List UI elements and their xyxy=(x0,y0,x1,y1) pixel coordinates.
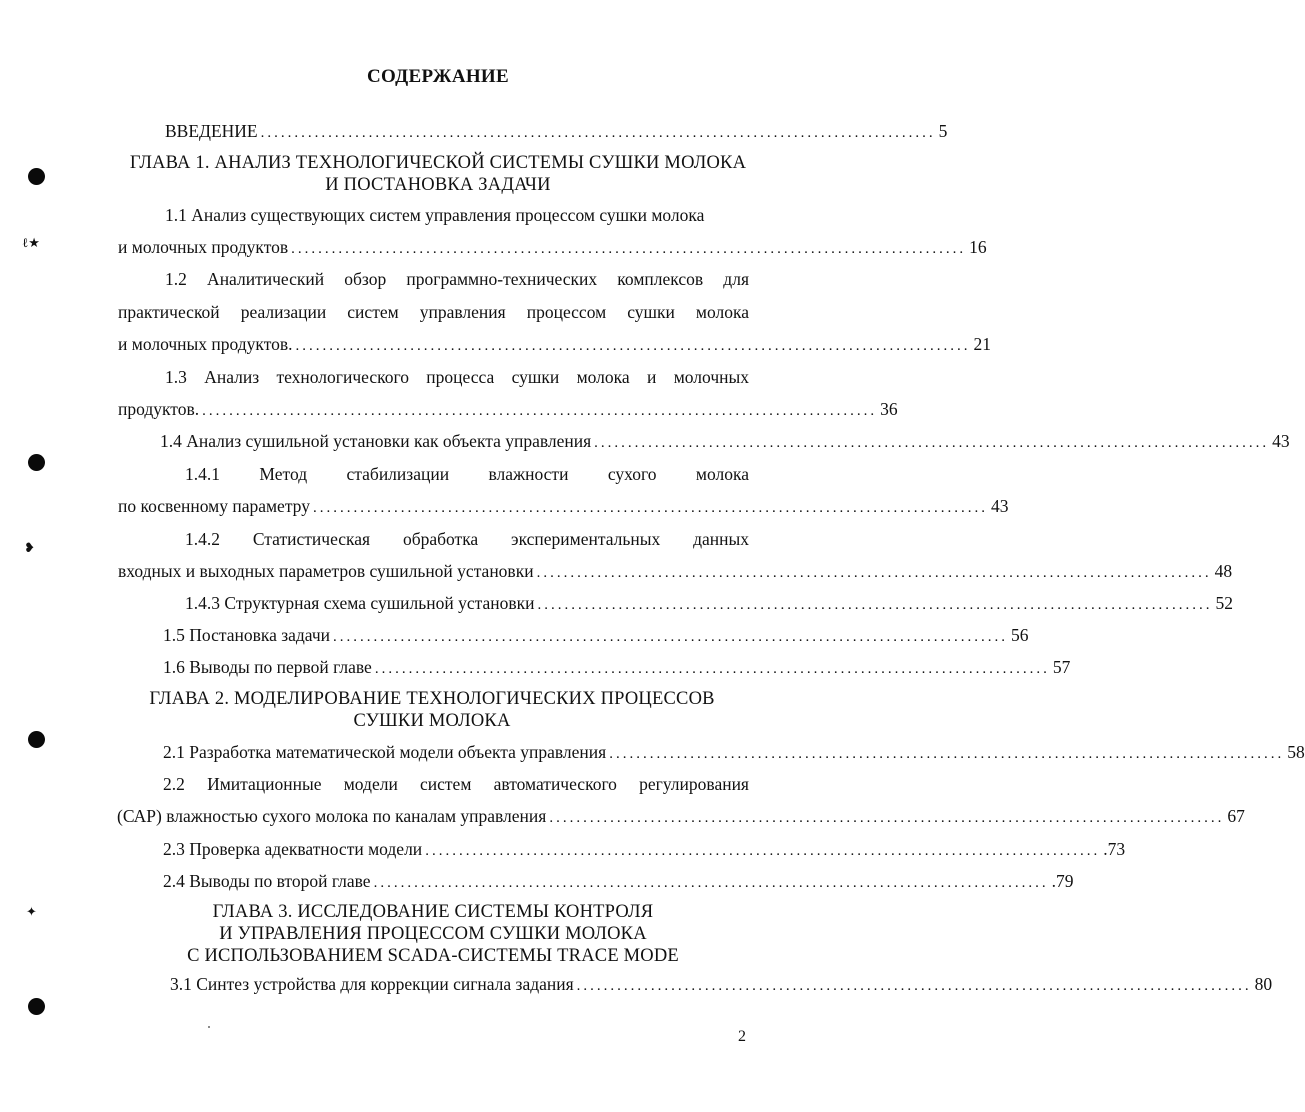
toc-leader: .................................................................................................... xyxy=(609,746,1285,762)
toc-label: входных и выходных параметров сушильной установки xyxy=(118,561,534,581)
scan-mark-3: ✦ xyxy=(26,904,37,919)
toc-leader: .................................................................................................... xyxy=(373,875,1049,891)
toc-entry-1-2-line2[interactable]: практической реализации систем управления процессом сушки молока xyxy=(118,302,749,322)
toc-entry-1-3-line1[interactable]: 1.3 Анализ технологического процесса сушки молока и молочных xyxy=(165,367,749,387)
page-number: 2 xyxy=(738,1028,746,1045)
toc-leader: .................................................................................................... xyxy=(536,565,1212,581)
toc-label: 2.3 Проверка адекватности модели xyxy=(163,839,423,859)
toc-page: 57 xyxy=(1052,657,1071,677)
scan-mark-2: ❥ xyxy=(24,540,35,555)
toc-leader: .................................................................................................... xyxy=(537,597,1213,613)
toc-entry-1-4-1[interactable] xyxy=(118,495,1009,519)
toc-leader: .................................................................................................... xyxy=(549,810,1225,826)
toc-label: продуктов. xyxy=(118,399,200,419)
toc-label: 1.5 Постановка задачи xyxy=(163,625,331,645)
chapter-2-heading[interactable] xyxy=(0,688,864,732)
toc-leader: .................................................................................................... xyxy=(374,661,1050,677)
toc-entry-intro[interactable] xyxy=(165,120,948,144)
toc-entry-2-2[interactable] xyxy=(117,805,1245,829)
toc-leader: .................................................................................................... xyxy=(576,978,1252,994)
toc-page: .79 xyxy=(1051,871,1074,891)
toc-entry-1-4-3[interactable] xyxy=(185,592,1233,616)
toc-label: ВВЕДЕНИЕ xyxy=(165,121,258,141)
binder-hole-2 xyxy=(28,454,45,471)
toc-label: по косвенному параметру xyxy=(118,496,310,516)
toc-entry-3-1[interactable] xyxy=(170,973,1273,997)
toc-page: 48 xyxy=(1214,561,1233,581)
toc-page: 5 xyxy=(938,121,948,141)
binder-hole-3 xyxy=(28,731,45,748)
toc-entry-1-1-line1[interactable]: 1.1 Анализ существующих систем управления процессом сушки молока xyxy=(165,205,705,225)
scan-speck xyxy=(208,1026,210,1028)
toc-label: 1.4.3 Структурная схема сушильной установки xyxy=(185,593,535,613)
chapter-heading-line: ГЛАВА 2. МОДЕЛИРОВАНИЕ ТЕХНОЛОГИЧЕСКИХ ПРОЦЕССОВ xyxy=(149,689,715,709)
toc-entry-1-6[interactable] xyxy=(163,656,1071,680)
toc-label: 2.1 Разработка математической модели объекта управления xyxy=(163,742,607,762)
toc-page: 43 xyxy=(1272,431,1290,451)
chapter-heading-line: СУШКИ МОЛОКА xyxy=(353,711,511,731)
toc-entry-1-5[interactable] xyxy=(163,624,1029,648)
toc-leader: .................................................................................................... xyxy=(291,241,967,257)
toc-page: 58 xyxy=(1287,742,1305,762)
toc-label: и молочных продуктов xyxy=(118,237,289,257)
chapter-heading-line: И УПРАВЛЕНИЯ ПРОЦЕССОМ СУШКИ МОЛОКА xyxy=(219,924,647,944)
chapter-heading-line: ГЛАВА 3. ИССЛЕДОВАНИЕ СИСТЕМЫ КОНТРОЛЯ xyxy=(212,902,654,922)
toc-page: 36 xyxy=(880,399,898,419)
chapter-heading-line: И ПОСТАНОВКА ЗАДАЧИ xyxy=(325,175,551,195)
toc-page: 21 xyxy=(973,334,992,354)
toc-entry-2-1[interactable] xyxy=(163,741,1305,765)
toc-page: 52 xyxy=(1215,593,1233,613)
toc-page: 16 xyxy=(969,237,987,257)
binder-hole-4 xyxy=(28,998,45,1015)
toc-entry-2-3[interactable] xyxy=(163,838,1126,862)
toc-entry-1-4-1-line1[interactable]: 1.4.1 Метод стабилизации влажности сухого молока xyxy=(185,464,749,484)
toc-leader: .................................................................................................... xyxy=(425,843,1101,859)
toc-entry-1-4-2[interactable] xyxy=(118,560,1233,584)
toc-leader: .................................................................................................... xyxy=(260,125,936,141)
toc-label: и молочных продуктов. xyxy=(118,334,293,354)
toc-leader: .................................................................................................... xyxy=(594,435,1270,451)
toc-entry-1-2[interactable] xyxy=(118,333,992,357)
toc-label: 2.4 Выводы по второй главе xyxy=(163,871,371,891)
toc-leader: .................................................................................................... xyxy=(333,629,1009,645)
toc-label: 3.1 Синтез устройства для коррекции сигнала задания xyxy=(170,974,574,994)
toc-label: 1.6 Выводы по первой главе xyxy=(163,657,372,677)
toc-entry-1-1[interactable] xyxy=(118,236,987,260)
chapter-heading-line: ГЛАВА 1. АНАЛИЗ ТЕХНОЛОГИЧЕСКОЙ СИСТЕМЫ СУШКИ МОЛОКА xyxy=(129,153,747,173)
chapter-1-heading[interactable] xyxy=(0,152,876,196)
toc-entry-1-4[interactable] xyxy=(160,430,1290,454)
toc-entry-1-2-line1[interactable]: 1.2 Аналитический обзор программно-технических комплексов для xyxy=(165,269,749,289)
toc-entry-2-4[interactable] xyxy=(163,870,1074,894)
toc-entry-2-2-line1[interactable]: 2.2 Имитационные модели систем автоматического регулирования xyxy=(163,774,749,794)
toc-page: 43 xyxy=(990,496,1009,516)
page-title: СОДЕРЖАНИЕ xyxy=(367,66,509,87)
toc-leader: .................................................................................................... xyxy=(202,403,878,419)
toc-page: 80 xyxy=(1254,974,1273,994)
toc-entry-1-4-2-line1[interactable]: 1.4.2 Статистическая обработка экспериментальных данных xyxy=(185,529,749,549)
toc-leader: .................................................................................................... xyxy=(295,338,971,354)
toc-leader: .................................................................................................... xyxy=(312,500,988,516)
toc-entry-1-3[interactable] xyxy=(118,398,898,422)
toc-label: (САР) влажностью сухого молока по каналам управления xyxy=(117,806,547,826)
scan-mark-1: ℓ★ xyxy=(22,235,40,250)
toc-page: 56 xyxy=(1011,625,1029,645)
toc-page: .73 xyxy=(1103,839,1126,859)
chapter-heading-line: С ИСПОЛЬЗОВАНИЕМ SCADA-СИСТЕМЫ TRACE MODE xyxy=(187,946,679,966)
toc-page: 67 xyxy=(1227,806,1245,826)
toc-label: 1.4 Анализ сушильной установки как объекта управления xyxy=(160,431,592,451)
chapter-3-heading[interactable] xyxy=(0,901,866,967)
